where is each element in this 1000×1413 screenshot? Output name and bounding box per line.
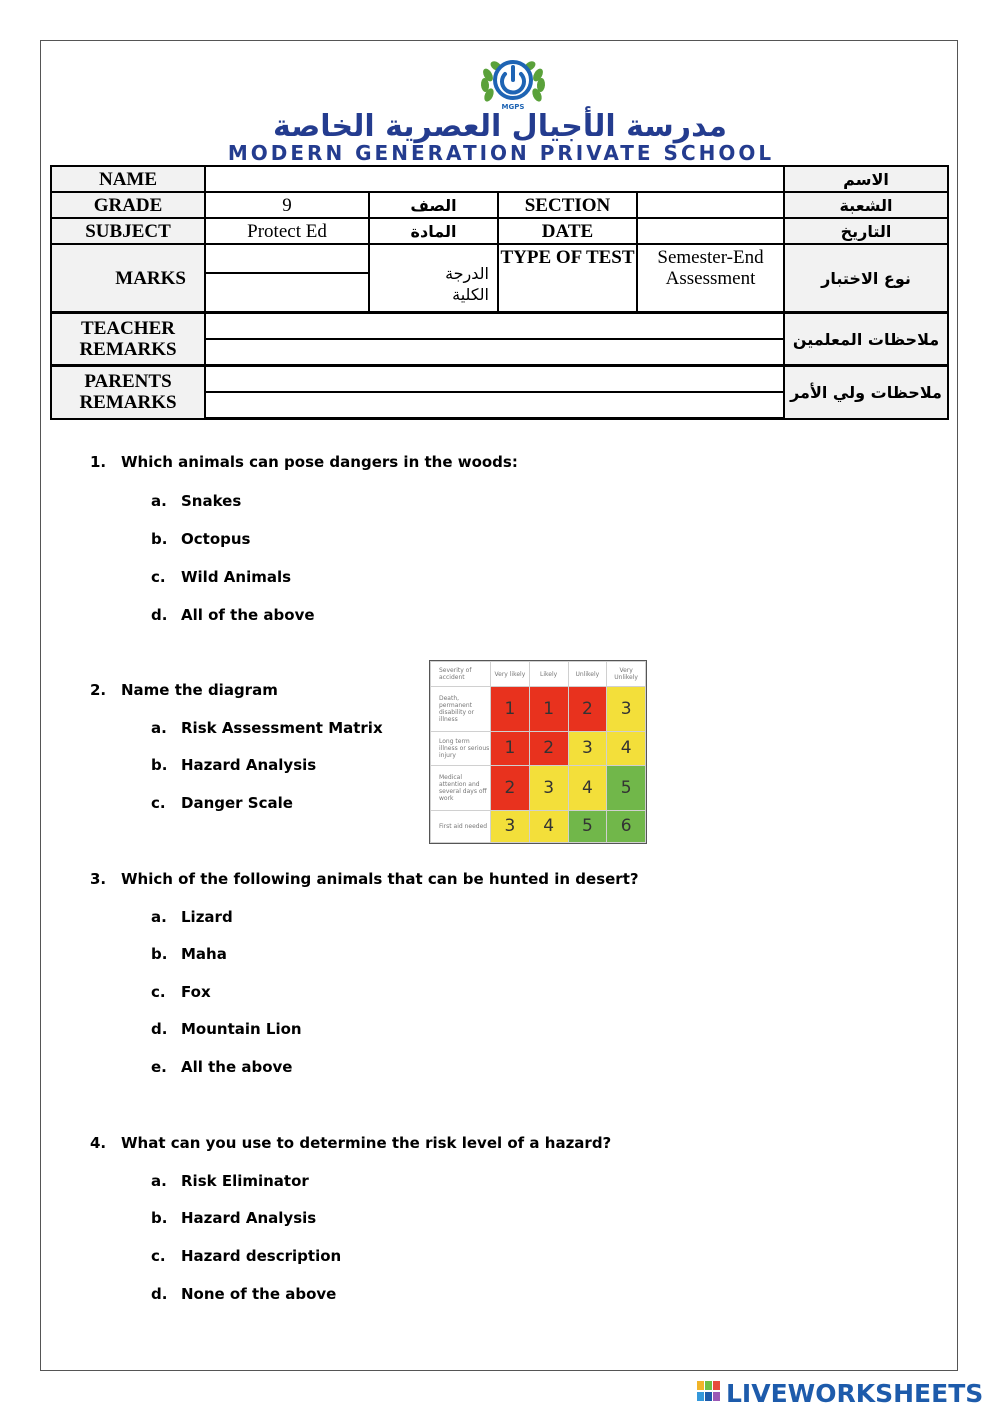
liveworksheets-icon xyxy=(696,1379,724,1405)
parents-remarks-line-2[interactable] xyxy=(205,392,784,419)
matrix-cell: 1 xyxy=(491,731,530,765)
test-type-label-ar: نوع الاختبار xyxy=(784,244,948,313)
section-label: SECTION xyxy=(498,192,637,218)
matrix-cell: 1 xyxy=(529,687,568,732)
subject-value[interactable]: Protect Ed xyxy=(205,218,369,244)
question-1: 1. Which animals can pose dangers in the woods: xyxy=(90,453,518,471)
matrix-cell: 3 xyxy=(491,810,530,842)
test-type-value: Semester-End Assessment xyxy=(637,244,784,313)
parents-remarks-label-ar: ملاحظات ولي الأمر xyxy=(784,366,948,419)
date-label-ar: التاريخ xyxy=(784,218,948,244)
matrix-row-label: Long term illness or serious injury xyxy=(431,731,491,765)
q3-option-e[interactable]: e. All the above xyxy=(151,1058,293,1076)
matrix-cell: 4 xyxy=(568,765,607,810)
liveworksheets-brand: LIVEWORKSHEETS xyxy=(726,1379,984,1408)
parents-remarks-label: PARENTS REMARKS xyxy=(51,366,205,419)
name-label-ar: الاسم xyxy=(784,166,948,192)
date-label: DATE xyxy=(498,218,637,244)
q2-option-b[interactable]: b. Hazard Analysis xyxy=(151,756,317,774)
matrix-cell: 5 xyxy=(607,765,646,810)
q1-option-b[interactable]: b. Octopus xyxy=(151,530,251,548)
test-type-label: TYPE OF TEST xyxy=(498,244,637,313)
q3-option-c[interactable]: c. Fox xyxy=(151,983,211,1001)
q4-option-d[interactable]: d. None of the above xyxy=(151,1285,337,1303)
matrix-col-header: Very Unlikely xyxy=(607,662,646,687)
matrix-cell: 4 xyxy=(529,810,568,842)
q2-option-a[interactable]: a. Risk Assessment Matrix xyxy=(151,719,383,737)
question-4: 4. What can you use to determine the risk level of a hazard? xyxy=(90,1134,612,1152)
q1-option-a[interactable]: a. Snakes xyxy=(151,492,242,510)
q2-option-c[interactable]: c. Danger Scale xyxy=(151,794,293,812)
marks-total-field[interactable] xyxy=(205,273,369,313)
grade-label-ar: الصف xyxy=(369,192,498,218)
q1-option-d[interactable]: d. All of the above xyxy=(151,606,315,624)
matrix-cell: 1 xyxy=(491,687,530,732)
matrix-col-header: Very likely xyxy=(491,662,530,687)
name-field[interactable] xyxy=(205,166,784,192)
matrix-cell: 6 xyxy=(607,810,646,842)
teacher-remarks-label: TEACHER REMARKS xyxy=(51,313,205,366)
marks-obtained-field[interactable] xyxy=(205,244,369,273)
q4-option-b[interactable]: b. Hazard Analysis xyxy=(151,1209,317,1227)
total-marks-label-ar: الدرجة الكلية xyxy=(369,244,498,313)
matrix-cell: 2 xyxy=(491,765,530,810)
matrix-col-header: Likely xyxy=(529,662,568,687)
section-field[interactable] xyxy=(637,192,784,218)
school-name-arabic: مدرسة الأجيال العصرية الخاصة xyxy=(273,109,727,144)
risk-matrix-image xyxy=(429,660,647,844)
matrix-row-label: Medical attention and several days off work xyxy=(431,765,491,810)
matrix-corner-label: Severity of accident xyxy=(431,662,491,687)
teacher-remarks-line-2[interactable] xyxy=(205,339,784,366)
question-2: 2. Name the diagram xyxy=(90,681,278,699)
q1-option-c[interactable]: c. Wild Animals xyxy=(151,568,292,586)
q3-option-b[interactable]: b. Maha xyxy=(151,945,227,963)
q4-option-a[interactable]: a. Risk Eliminator xyxy=(151,1172,309,1190)
name-label: NAME xyxy=(51,166,205,192)
matrix-cell: 3 xyxy=(568,731,607,765)
grade-label: GRADE xyxy=(51,192,205,218)
matrix-cell: 4 xyxy=(607,731,646,765)
school-logo xyxy=(478,53,548,111)
parents-remarks-line-1[interactable] xyxy=(205,366,784,393)
school-name-english: MODERN GENERATION PRIVATE SCHOOL xyxy=(227,141,775,165)
teacher-remarks-label-ar: ملاحظات المعلمين xyxy=(784,313,948,366)
date-field[interactable] xyxy=(637,218,784,244)
matrix-cell: 5 xyxy=(568,810,607,842)
student-info-table xyxy=(50,165,949,420)
subject-label: SUBJECT xyxy=(51,218,205,244)
q4-option-c[interactable]: c. Hazard description xyxy=(151,1247,342,1265)
section-label-ar: الشعبة xyxy=(784,192,948,218)
matrix-cell: 3 xyxy=(529,765,568,810)
question-3: 3. Which of the following animals that can be hunted in desert? xyxy=(90,870,639,888)
matrix-col-header: Unlikely xyxy=(568,662,607,687)
subject-label-ar: المادة xyxy=(369,218,498,244)
grade-value[interactable]: 9 xyxy=(205,192,369,218)
marks-label: MARKS xyxy=(51,244,205,313)
matrix-row-label: Death, permanent disability or illness xyxy=(431,687,491,732)
matrix-cell: 3 xyxy=(607,687,646,732)
q3-option-d[interactable]: d. Mountain Lion xyxy=(151,1020,302,1038)
teacher-remarks-line-1[interactable] xyxy=(205,313,784,340)
matrix-cell: 2 xyxy=(529,731,568,765)
q3-option-a[interactable]: a. Lizard xyxy=(151,908,233,926)
matrix-row-label: First aid needed xyxy=(431,810,491,842)
matrix-cell: 2 xyxy=(568,687,607,732)
logo-text: MGPS xyxy=(501,103,525,111)
